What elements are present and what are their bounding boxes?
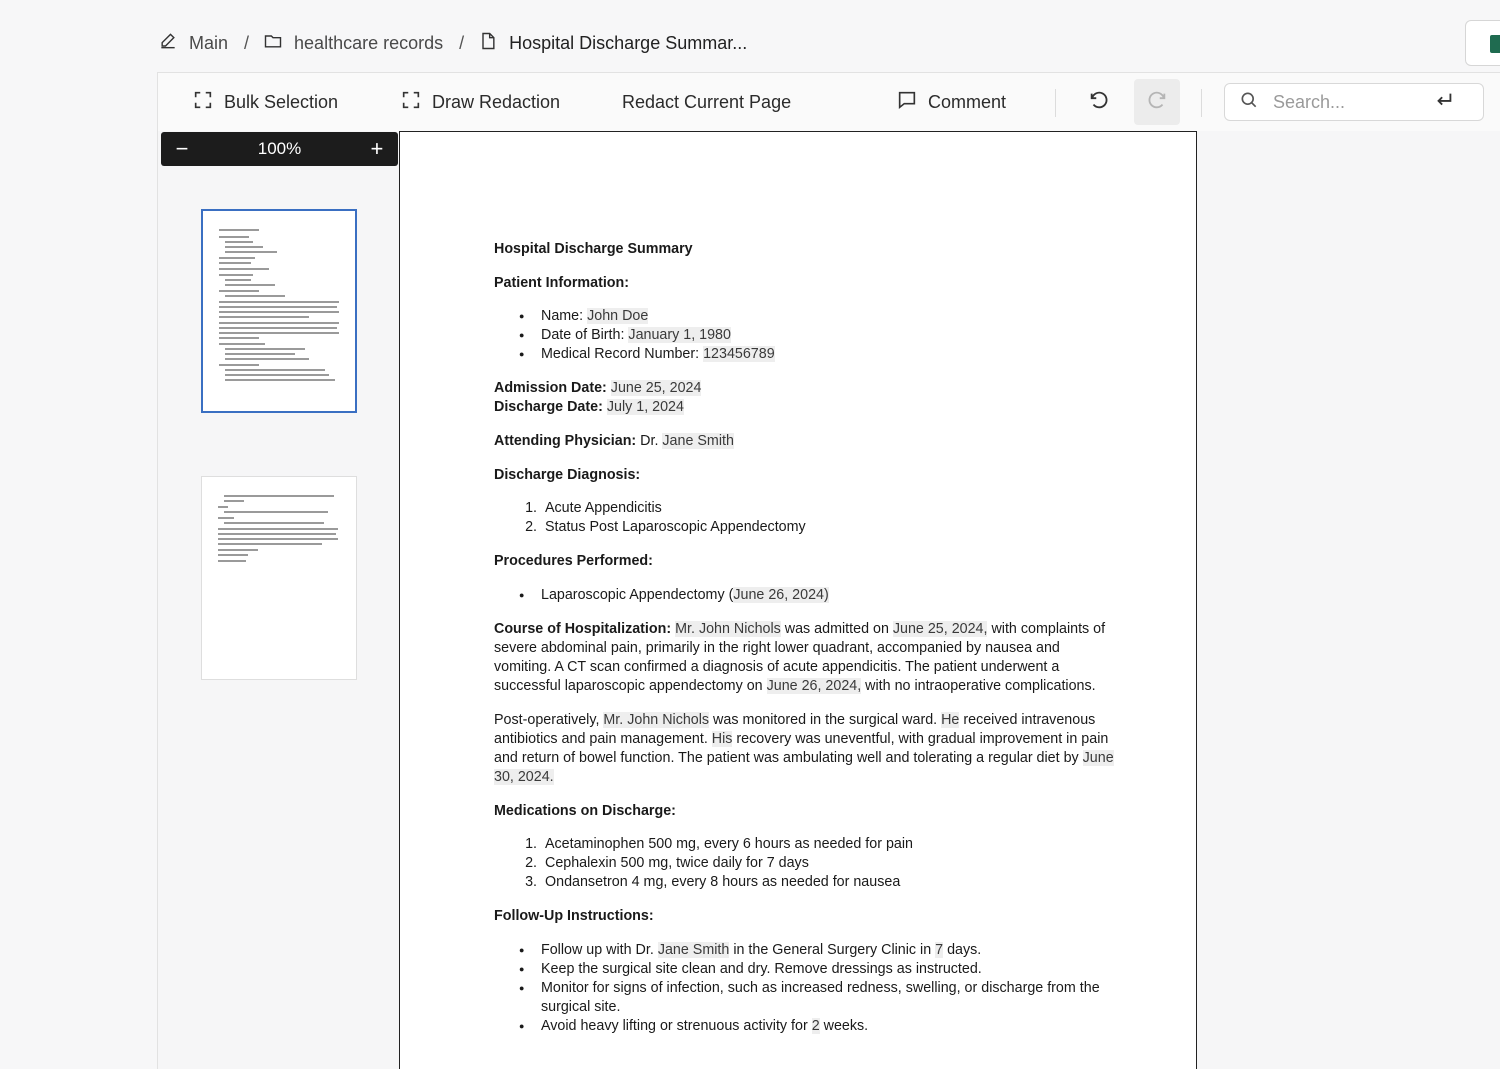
- redaction-candidate[interactable]: His: [711, 731, 733, 747]
- list-item: 1. Acute Appendicitis: [541, 499, 1114, 518]
- list-item: ● Keep the surgical site clean and dry. Remove dressings as instructed.: [541, 960, 1114, 979]
- toolbar-divider: [1201, 89, 1202, 117]
- redaction-candidate[interactable]: June 26, 2024,: [766, 678, 862, 694]
- followup-list: [494, 941, 1114, 1036]
- redaction-candidate[interactable]: June 26, 2024): [733, 587, 829, 603]
- breadcrumb-separator: /: [244, 32, 250, 53]
- list-item: ● Name: John Doe: [541, 307, 1114, 326]
- list-item: ● Date of Birth: January 1, 1980: [541, 326, 1114, 345]
- redaction-candidate[interactable]: January 1, 1980: [628, 327, 731, 343]
- list-item: ● Laparoscopic Appendectomy (June 26, 2024): [541, 586, 1114, 605]
- search-input[interactable]: [1273, 92, 1433, 113]
- medications-heading: Medications on Discharge:: [494, 803, 676, 819]
- redaction-candidate[interactable]: Jane Smith: [662, 433, 734, 449]
- export-button[interactable]: [1465, 20, 1500, 66]
- zoom-in-button[interactable]: +: [370, 136, 384, 161]
- draw-redaction-button[interactable]: [400, 81, 560, 123]
- list-item: ● Avoid heavy lifting or strenuous activity for 2 weeks.: [541, 1017, 1114, 1036]
- breadcrumb-file-label: Hospital Discharge Summar...: [509, 32, 748, 53]
- document-viewer: [157, 72, 1500, 1069]
- redo-icon: [1146, 89, 1168, 116]
- redaction-candidate[interactable]: Jane Smith: [657, 942, 730, 958]
- redaction-candidate[interactable]: John Doe: [587, 308, 649, 324]
- patient-info-list: [494, 307, 1114, 364]
- document-title: Hospital Discharge Summary: [494, 241, 693, 257]
- redaction-candidate[interactable]: 2: [811, 1018, 820, 1034]
- redaction-candidate[interactable]: July 1, 2024: [606, 399, 684, 415]
- file-icon: [478, 31, 498, 56]
- list-item: ● Monitor for signs of infection, such as increased redness, swelling, or discharge from the surgical site.: [541, 979, 1114, 1017]
- redaction-candidate[interactable]: June 25, 2024,: [892, 621, 988, 637]
- breadcrumb-main[interactable]: [158, 31, 228, 56]
- search-icon: [1239, 90, 1259, 115]
- redo-button[interactable]: [1134, 79, 1180, 125]
- selection-frame-icon: [192, 89, 214, 116]
- search-box: [1224, 83, 1484, 121]
- zoom-control: [161, 132, 398, 166]
- bulk-selection-button[interactable]: [192, 81, 338, 123]
- patient-info-heading: Patient Information:: [494, 275, 630, 291]
- redaction-candidate[interactable]: 7: [935, 942, 944, 958]
- pencil-icon: [158, 31, 178, 56]
- list-item: ● Medical Record Number: 123456789: [541, 345, 1114, 364]
- list-item: 2. Cephalexin 500 mg, twice daily for 7 days: [541, 854, 1114, 873]
- medications-list: [494, 835, 1114, 892]
- redaction-candidate[interactable]: He: [941, 712, 960, 728]
- followup-heading: Follow-Up Instructions:: [494, 908, 654, 924]
- zoom-out-button[interactable]: −: [175, 136, 189, 161]
- redaction-candidate[interactable]: June 25, 2024: [610, 380, 702, 396]
- breadcrumb-separator: /: [459, 32, 465, 53]
- physician-line: Attending Physician: Dr. Jane Smith: [494, 433, 734, 449]
- dates-block: Admission Date: June 25, 2024 Discharge Date: July 1, 2024: [494, 380, 702, 415]
- toolbar-divider: [1055, 89, 1056, 117]
- zoom-level: 100%: [257, 139, 302, 158]
- redaction-candidate[interactable]: Mr. John Nichols: [603, 712, 710, 728]
- document-content: [494, 240, 1114, 1051]
- enter-icon[interactable]: [1433, 89, 1455, 116]
- redaction-candidate[interactable]: Mr. John Nichols: [675, 621, 781, 637]
- selection-frame-icon: [400, 89, 422, 116]
- breadcrumb-folder-label: healthcare records: [294, 32, 444, 53]
- page-thumbnail-2[interactable]: [201, 476, 357, 680]
- redaction-candidate[interactable]: June 30, 2024.: [494, 750, 1114, 785]
- redact-current-page-label: Redact Current Page: [622, 91, 792, 112]
- undo-icon: [1088, 89, 1110, 116]
- list-item: 2. Status Post Laparoscopic Appendectomy: [541, 518, 1114, 537]
- draw-redaction-label: Draw Redaction: [432, 91, 561, 112]
- list-item: 3. Ondansetron 4 mg, every 8 hours as needed for nausea: [541, 873, 1114, 892]
- comment-button[interactable]: [896, 81, 1006, 123]
- diagnosis-list: [494, 499, 1114, 537]
- redact-current-page-button[interactable]: [622, 81, 791, 123]
- diagnosis-heading: Discharge Diagnosis:: [494, 467, 641, 483]
- procedures-list: [494, 586, 1114, 605]
- list-item: ● Follow up with Dr. Jane Smith in the General Surgery Clinic in 7 days.: [541, 941, 1114, 960]
- breadcrumb-main-label: Main: [189, 32, 229, 53]
- bulk-selection-label: Bulk Selection: [224, 91, 339, 112]
- document-page: [399, 131, 1197, 1069]
- page-thumbnail-1[interactable]: [201, 209, 357, 413]
- redaction-toolbar: [158, 73, 1500, 131]
- course-paragraph-2: Post-operatively, Mr. John Nichols was monitored in the surgical ward. He received intravenous antibiotics and pain management. His recovery was uneventful, with gradual improvement in pain and return of bowel function. The patient was ambulating well and tolerating a regular diet by June 30, 2024.: [494, 712, 1114, 785]
- course-paragraph-1: Course of Hospitalization: Mr. John Nichols was admitted on June 25, 2024, with complaints of severe abdominal pain, primarily in the right lower quadrant, accompanied by nausea and vomiting. A CT scan confirmed a diagnosis of acute appendicitis. The patient underwent a successful laparoscopic appendectomy on June 26, 2024, with no intraoperative complications.: [494, 621, 1106, 694]
- spreadsheet-icon: [1490, 35, 1500, 53]
- list-item: 1. Acetaminophen 500 mg, every 6 hours as needed for pain: [541, 835, 1114, 854]
- breadcrumb-folder[interactable]: [263, 31, 443, 56]
- redaction-candidate[interactable]: 123456789: [703, 346, 775, 362]
- folder-icon: [263, 31, 283, 56]
- comment-icon: [896, 89, 918, 116]
- breadcrumb: [158, 28, 747, 58]
- undo-button[interactable]: [1076, 79, 1122, 125]
- breadcrumb-file: [478, 31, 747, 56]
- procedures-heading: Procedures Performed:: [494, 553, 653, 569]
- comment-label: Comment: [928, 91, 1007, 112]
